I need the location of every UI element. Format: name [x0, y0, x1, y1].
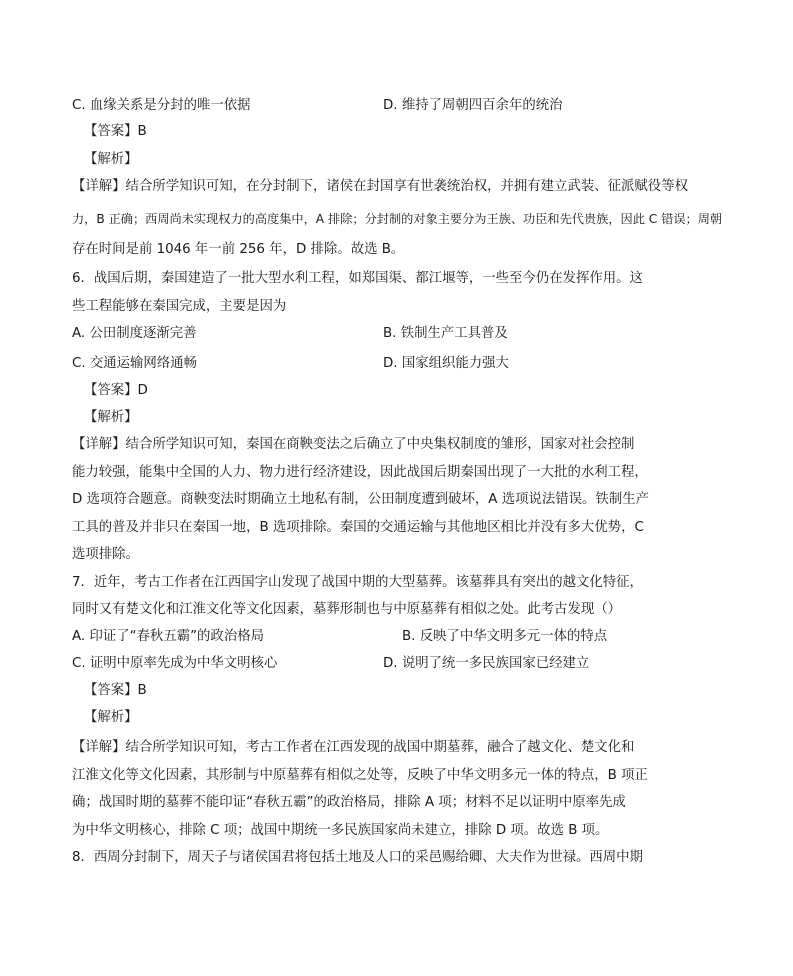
q7-analysis-heading: 【解析】	[84, 710, 138, 725]
q8-stem-line-1: 8．西周分封制下，周天子与诸侯国君将包括土地及人口的采邑赐给卿、大夫作为世禄。西周中期	[72, 850, 643, 865]
q6-detail-line-2: 能力较强，能集中全国的人力、物力进行经济建设，因此战国后期秦国出现了一大批的水利工程，	[72, 465, 648, 480]
q7-option-a: A. 印证了“春秋五霸”的政治格局	[72, 629, 264, 644]
q5-detail-line-2: 力，B 正确；西周尚未实现权力的高度集中，A 排除；分封制的对象主要分为王族、功臣和先代贵族，因此 C 错误；周朝	[72, 212, 723, 226]
q7-option-d: D. 说明了统一多民族国家已经建立	[383, 656, 590, 671]
q6-answer: 【答案】D	[84, 383, 148, 398]
q5-detail-line-3: 存在时间是前 1046 年一前 256 年，D 排除。故选 B。	[72, 242, 405, 257]
q6-stem-line-1: 6．战国后期，秦国建造了一批大型水利工程，如郑国渠、都江堰等，一些至今仍在发挥作用。这	[72, 271, 643, 286]
q5-answer: 【答案】B	[84, 124, 147, 139]
q6-stem-line-2: 些工程能够在秦国完成，主要是因为	[72, 299, 287, 314]
q6-option-d: D. 国家组织能力强大	[383, 356, 509, 371]
q6-detail-line-1: 【详解】结合所学知识可知，秦国在商鞅变法之后确立了中央集权制度的雏形，国家对社会控制	[72, 437, 635, 452]
q6-analysis-heading: 【解析】	[84, 410, 138, 425]
q6-option-a: A. 公田制度逐渐完善	[72, 326, 197, 341]
q5-detail-line-1: 【详解】结合所学知识可知，在分封制下，诸侯在封国享有世袭统治权，并拥有建立武装、征派赋役等权	[72, 179, 688, 194]
q5-analysis-heading: 【解析】	[84, 152, 138, 167]
q6-detail-line-3: D 选项符合题意。商鞅变法时期确立土地私有制，公田制度遭到破坏，A 选项说法错误。铁制生产	[72, 492, 649, 507]
q7-answer: 【答案】B	[84, 683, 147, 698]
q7-option-c: C. 证明中原率先成为中华文明核心	[72, 656, 278, 671]
q7-detail-line-1: 【详解】结合所学知识可知，考古工作者在江西发现的战国中期墓葬，融合了越文化、楚文化和	[72, 740, 635, 755]
q7-detail-line-2: 江淮文化等文化因素，其形制与中原墓葬有相似之处等，反映了中华文明多元一体的特点，B 项正	[72, 768, 648, 783]
q7-stem-line-1: 7．近年，考古工作者在江西国字山发现了战国中期的大型墓葬。该墓葬具有突出的越文化特征，	[72, 575, 643, 590]
q5-option-c: C. 血缘关系是分封的唯一依据	[72, 98, 251, 113]
q5-option-d: D. 维持了周朝四百余年的统治	[383, 98, 563, 113]
q7-option-b: B. 反映了中华文明多元一体的特点	[402, 629, 608, 644]
q6-option-c: C. 交通运输网络通畅	[72, 356, 197, 371]
q7-stem-line-2: 同时又有楚文化和江淮文化等文化因素，墓葬形制也与中原墓葬有相似之处。此考古发现（）	[72, 602, 622, 617]
q6-option-b: B. 铁制生产工具普及	[383, 326, 508, 341]
q6-detail-line-4: 工具的普及并非只在秦国一地，B 选项排除。秦国的交通运输与其他地区相比并没有多大优势，C	[72, 520, 644, 535]
q7-detail-line-3: 确；战国时期的墓葬不能印证“春秋五霸”的政治格局，排除 A 项；材料不足以证明中原率先成	[72, 795, 626, 810]
q6-detail-line-5: 选项排除。	[72, 547, 139, 562]
q7-detail-line-4: 为中华文明核心，排除 C 项；战国中期统一多民族国家尚未建立，排除 D 项。故选 B 项。	[72, 823, 609, 838]
